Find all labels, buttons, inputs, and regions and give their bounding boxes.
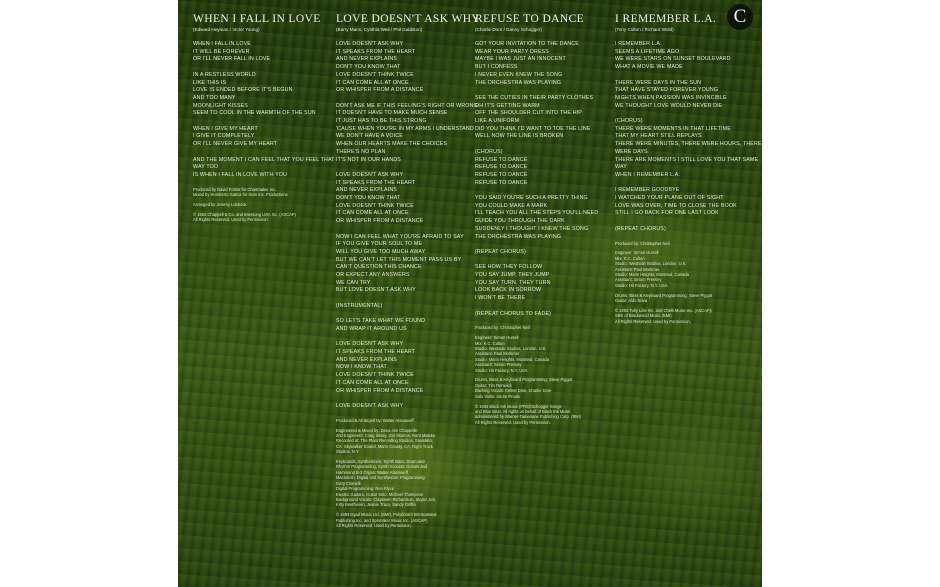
credit-line: © 1993 Black Ink Music (PRS)/Schogger Songs xyxy=(475,403,562,409)
credit-line: Electric Guitars, Guitar Solo: Michael Thompson xyxy=(336,491,424,497)
lyric-line: LIKE A UNIFORM xyxy=(475,118,520,125)
lyric-line: (CHORUS) xyxy=(475,148,503,155)
stanza-gap xyxy=(475,303,608,311)
stanza-gap xyxy=(336,226,469,234)
lyric-line: IT CAN COME ALL AT ONCE xyxy=(336,79,409,86)
lyric-line: LOVE WAS OVER, TIME TO CLOSE THE BOOK xyxy=(615,202,737,209)
lyric-line: WHEN OUR HEARTS MAKE THE CHOICES xyxy=(336,141,448,148)
stanza-gap xyxy=(475,87,608,95)
stanza-gap xyxy=(193,118,333,126)
stanza-gap xyxy=(336,164,469,172)
credit-line: Macintosh, Digital and Synthesizer Programming: xyxy=(336,475,426,481)
lyric-line: IT SPEAKS FROM THE HEART xyxy=(336,179,416,186)
credit-line: Studio: Hit Factory, N.Y. USA xyxy=(615,282,668,288)
lyric-line: LOVE DOESN'T THINK TWICE xyxy=(336,71,414,78)
lyric-line: OH IT'S GETTING WARM xyxy=(475,102,540,109)
song-title: I REMEMBER L.A. xyxy=(615,13,717,25)
credit-line: All Rights Reserved. Used by Permission. xyxy=(336,523,412,529)
lyric-line: YOU SAID YOU'RE SUCH A PRETTY THING xyxy=(475,195,588,202)
lyric-line: WE DON'T HAVE A VOICE xyxy=(336,133,403,140)
stanza-gap xyxy=(336,395,469,403)
credit-line: Kitty Beethoven, Jeanie Tracy, Sandy Griffin xyxy=(336,502,416,508)
credit-line: Mixed by Humberto Gatica for Hum Inc. Productions xyxy=(193,192,288,198)
credit-line: Mix: K.C. Colton xyxy=(615,255,645,261)
stanza-gap xyxy=(193,149,333,157)
lyric-line: IT WILL BE FOREVER xyxy=(193,48,250,55)
lyric-line: IS WHEN I FALL IN LOVE WITH YOU xyxy=(193,171,288,178)
credit-line: Guitar: Tim Renwick xyxy=(475,382,512,388)
credit-line: Recorded at: The Plant Recording Studios, Sausalito, xyxy=(336,438,433,444)
lyrics-block xyxy=(475,41,608,318)
lyric-line: LOOK BACK IN SORROW xyxy=(475,287,542,294)
credit-line: SBK of Blackwood Music (BMI) xyxy=(615,313,672,319)
lyric-line: WELL NOW THE LINE IS BROKEN xyxy=(475,133,564,140)
lyric-line: IN A RESTLESS WORLD xyxy=(193,71,256,78)
stanza-gap xyxy=(475,141,608,149)
credit-line: Engineer: Simon Hurrell xyxy=(615,250,659,256)
lyric-line: REFUSE TO DANCE xyxy=(475,156,528,163)
credit-line: Studio: Hit Factory, N.Y. USA xyxy=(475,367,528,373)
lyric-line: MOONLIGHT KISSES xyxy=(193,102,248,109)
song-title: WHEN I FALL IN LOVE xyxy=(193,13,321,25)
credit-line: Assistant: Simon Pressey xyxy=(475,362,522,368)
stanza-gap xyxy=(615,72,751,80)
lyric-line: OR I'LL NEVER GIVE MY HEART xyxy=(193,141,278,148)
lyric-line: LOVE DOESN'T ASK WHY xyxy=(336,171,404,178)
credit-line: Assistant: Simon Pressey xyxy=(615,277,662,283)
credit-line: Produced by David Foster for Chartmaker Inc. xyxy=(193,186,277,192)
credit-line: © 1952 Chappell & Co. and Intersong USA Inc. (ASCAP) xyxy=(193,211,296,217)
lyric-line: LOVE DOESN'T THINK TWICE xyxy=(336,372,414,379)
lyric-line: GUIDE YOU THROUGH THE DARK xyxy=(475,218,565,225)
lyric-line: AND TOO MANY xyxy=(193,94,236,101)
stanza-gap xyxy=(336,311,469,319)
lyric-line: NOW I CAN FEEL WHAT YOU'RE AFRAID TO SAY xyxy=(336,233,464,240)
song-column xyxy=(475,13,608,425)
lyric-line: THERE WERE MOMENTS IN THAT LIFETIME xyxy=(615,125,731,132)
credit-line: Solo Violin: Andre Proulx xyxy=(475,393,520,399)
credit-line: Studio: Marin Heights, Montreal, Canada xyxy=(615,272,689,278)
credit-line: Studio: Westside Studios, London, U.K. xyxy=(475,345,547,351)
lyric-line: YOU SAY TURN, THEY TURN xyxy=(475,279,551,286)
lyric-line: IT JUST HAS TO BE THIS STRONG xyxy=(336,118,427,125)
lyric-line: THERE WERE DAYS IN THE SUN xyxy=(615,79,702,86)
lyric-line: WHEN I GIVE MY HEART xyxy=(193,125,258,132)
credit-line: and Blue Beat. All rights on behalf of Black Ink Music xyxy=(475,409,571,414)
lyric-line: OR WHISPER FROM A DISTANCE xyxy=(336,87,424,94)
produced-by: Produced by: Christopher Neil xyxy=(615,240,670,246)
credit-line: Studio: Marin Heights, Montreal, Canada xyxy=(475,356,549,362)
lyric-line: YOU SAY JUMP, THEY JUMP xyxy=(475,272,550,279)
lyric-line: THAT HAVE STAYED FOREVER YOUNG xyxy=(615,87,719,94)
lyric-line: IT SPEAKS FROM THE HEART xyxy=(336,349,416,356)
lyric-line: DON'T ASK ME IF THIS FEELING'S RIGHT OR WRONG xyxy=(336,102,478,109)
lyric-line: IT SPEAKS FROM THE HEART xyxy=(336,48,416,55)
credit-line: All Rights Reserved. Used by Permission. xyxy=(615,318,691,324)
lyric-line: OR WHISPER FROM A DISTANCE xyxy=(336,218,424,225)
lyric-line: BUT WE CAN'T LET THIS MOMENT PASS US BY xyxy=(336,256,462,263)
lyric-line: (REPEAT CHORUS TO FADE) xyxy=(475,310,552,317)
lyric-line: STILL I GO BACK FOR ONE LAST LOOK xyxy=(615,210,719,217)
lyric-line: LIKE THIS IS xyxy=(193,79,227,86)
credit-line: All Rights Reserved. Used by Permission. xyxy=(475,419,551,425)
credit-line: Rhythm Programming, Synth Acoustic Guitars and xyxy=(336,464,428,470)
lyric-line: THERE WERE MINUTES, THERE WERE HOURS, THERE xyxy=(615,141,762,148)
stanza-gap xyxy=(615,180,751,188)
lyric-line: THERE'S NO PLAN xyxy=(336,148,386,155)
lyric-line: IT CAN COME ALL AT ONCE xyxy=(336,379,409,386)
credit-line: administered by Warner-Tamerlane Publishing Corp. (BMI) xyxy=(475,414,582,420)
lyric-line: AND NEVER EXPLAINS xyxy=(336,356,397,363)
song-column xyxy=(615,13,762,324)
credit-line: Mix: K.C. Colton xyxy=(475,340,505,346)
lyric-line: (REPEAT CHORUS) xyxy=(615,225,666,232)
side-letter-badge: C xyxy=(727,4,753,30)
lyric-line: WHAT A MOVIE WE MADE xyxy=(615,64,683,71)
credit-line: CA; Skywalker Sound, Marin County, CA; Right Track xyxy=(336,443,433,449)
lyric-line: SEEMS A LIFETIME AGO xyxy=(615,48,680,55)
lyric-line: IF YOU GIVE YOUR SOUL TO ME xyxy=(336,241,423,248)
lyric-line: NIGHTS WHEN PASSION WAS INVINCIBLE xyxy=(615,94,727,101)
lyric-line: SEE HOW THEY FOLLOW xyxy=(475,264,543,271)
lyric-line: WEAR YOUR PARTY DRESS xyxy=(475,48,549,55)
song-writers: (Charlie Dore / Danny Schogger) xyxy=(475,27,542,32)
credit-line: Arranged by Jeremy Lubbock xyxy=(193,201,247,207)
lyric-line: CAN'T QUESTION THIS CHANCE xyxy=(336,264,422,271)
credit-line: Engineer: Simon Hurrell xyxy=(475,335,519,341)
credit-line: Drums, Bass & Keyboard Programming: Steve Piggot xyxy=(615,292,713,298)
lyric-line: (INSTRUMENTAL) xyxy=(336,302,383,309)
credit-line: Engineered & Mixed by: Dana Jon Chappelle xyxy=(336,427,418,433)
lyric-line: WE CAN TRY xyxy=(336,279,371,286)
credit-line: Produced & Arranged by: Walter Afanasieff xyxy=(336,417,414,423)
credit-line: Drums, Bass & Keyboard Programming: Steve Piggot xyxy=(475,377,573,383)
lyrics-block xyxy=(336,41,478,411)
lyric-line: OR EXPECT ANY ANSWERS xyxy=(336,272,410,279)
credits-block xyxy=(475,325,608,425)
lyric-line: THE ORCHESTRA WAS PLAYING xyxy=(475,233,562,240)
song-writers: (Tony Colton / Richard Wold) xyxy=(615,27,674,32)
lyric-line: YOU COULD MAKE A MARK xyxy=(475,202,548,209)
lyric-line: IT'S NOT IN OUR HANDS xyxy=(336,156,401,163)
credit-line: © 1993 Dyad Music Ltd. (BMI), Polydoram International xyxy=(336,512,437,518)
credit-line: Assistant: Paul Mortimer xyxy=(615,266,660,272)
lyric-line: THAT MY HEART STILL REPLAYS xyxy=(615,133,702,140)
credit-line: Background Vocals: Claytoven Richardson, Skyler Jett, xyxy=(336,496,436,502)
stanza-gap xyxy=(615,110,751,118)
lyric-line: LOVE DOESN'T ASK WHY xyxy=(336,41,404,47)
song-column xyxy=(193,13,333,223)
credit-line: All Rights Reserved. Used by Permission. xyxy=(193,217,269,223)
credits-block xyxy=(193,187,333,223)
stanza-gap xyxy=(336,95,469,103)
lyric-line: OFF THE SHOULDER CUT INTO THE HIP xyxy=(475,110,582,117)
credit-line: 2nd Engineers: Craig Silvey, Jon Monroe, Kent Matcke xyxy=(336,432,436,438)
song-title: REFUSE TO DANCE xyxy=(475,13,585,25)
lyric-line: REFUSE TO DANCE xyxy=(475,171,528,178)
lyric-line: SUDDENLY I THOUGHT I KNEW THE SONG xyxy=(475,225,589,232)
lyric-line: I'LL TEACH YOU ALL THE STEPS YOU'LL NEED xyxy=(475,210,599,217)
credit-line: Studio: Westside Studios, London, U.K. xyxy=(615,261,687,267)
credit-line: Guitar: Aldo Nova xyxy=(615,298,648,304)
lyric-line: IT CAN COME ALL AT ONCE xyxy=(336,210,409,217)
lyric-line: WILL YOU GIVE TOO MUCH AWAY xyxy=(336,248,426,255)
song-writers: (Edward Heyman / Victor Young) xyxy=(193,27,260,32)
produced-by: Produced by: Christopher Neil xyxy=(475,325,530,331)
lyric-line: SO LET'S TAKE WHAT WE FOUND xyxy=(336,318,426,325)
lyric-line: WE WERE STARS ON SUNSET BOULEVARD xyxy=(615,56,731,63)
lyric-line: DON'T YOU KNOW THAT xyxy=(336,64,401,71)
stanza-gap xyxy=(193,64,333,72)
lyric-line: DON'T YOU KNOW THAT xyxy=(336,195,401,202)
lyric-line: 'CAUSE WHEN YOU'RE IN MY ARMS I UNDERSTAND xyxy=(336,125,474,132)
lyric-line: AND WRAP IT AROUND US xyxy=(336,325,407,332)
lyric-line: WERE DAYS xyxy=(615,148,648,155)
lyric-line: I GIVE IT COMPLETELY xyxy=(193,133,255,140)
credit-line: Digital Programming: Ren Klyce xyxy=(336,486,395,492)
lyric-line: WE THOUGHT LOVE WOULD NEVER DIE xyxy=(615,102,723,109)
lyric-line: DID YOU THINK I'D WANT TO TOE THE LINE xyxy=(475,125,591,132)
lyric-line: WAY xyxy=(615,164,627,171)
lyric-line: I REMEMBER L.A. xyxy=(615,41,662,47)
lyric-line: I WON'T BE THERE xyxy=(475,295,526,302)
lyric-line: REFUSE TO DANCE xyxy=(475,179,528,186)
credit-line: Assistant: Paul Mortimer xyxy=(475,351,520,357)
song-column xyxy=(336,13,481,529)
lyric-line: MAYBE I WAS JUST AN INNOCENT xyxy=(475,56,566,63)
song-writers: (Barry Mann, Cynthia Weil / Phil Galdston) xyxy=(336,27,423,32)
lyric-line: BUT LOVE DOESN'T ASK WHY xyxy=(336,287,416,294)
credit-line: Hammond B-3 Organ: Walter Afanasieff xyxy=(336,469,408,475)
lyric-line: (REPEAT CHORUS) xyxy=(475,248,526,255)
lyrics-block xyxy=(193,41,333,180)
lyric-line: I WATCHED YOUR PLANE OUT OF SIGHT xyxy=(615,195,724,202)
credit-line: Backing Vocals: Celine Dion, Charlie Dore xyxy=(475,388,552,394)
lyric-line: OR I'LL NEVER FALL IN LOVE xyxy=(193,56,271,63)
credit-line: © 1993 Tully Line Inc. and Chelli Music Inc. (ASCAP)/ xyxy=(615,308,713,314)
lyric-line: WHEN I REMEMBER L.A. xyxy=(615,171,681,178)
lyric-line: WAY TOO xyxy=(193,164,219,171)
lyric-line: GOT YOUR INVITATION TO THE DANCE xyxy=(475,41,579,47)
lyric-line: AND NEVER EXPLAINS xyxy=(336,56,397,63)
credit-line: Gary Cirimelli xyxy=(336,480,361,486)
credit-line: Keyboards, Synthesizers, Synth Bass, Drum and xyxy=(336,459,425,465)
credit-line: Studios, N.Y. xyxy=(336,449,360,455)
lyric-line: AND NEVER EXPLAINS xyxy=(336,187,397,194)
lyric-line: NOW I KNOW THAT xyxy=(336,364,387,371)
lyric-line: LOVE IS ENDED BEFORE IT'S BEGUN xyxy=(193,87,293,94)
stanza-gap xyxy=(336,334,469,342)
credits-block xyxy=(615,241,751,325)
lyric-line: WHEN I FALL IN LOVE xyxy=(193,41,251,47)
lyric-line: SEEM TO COOL IN THE WARMTH OF THE SUN xyxy=(193,110,316,117)
lyric-line: IT DOESN'T HAVE TO MAKE MUCH SENSE xyxy=(336,110,448,117)
lyric-line: LOVE DOESN'T ASK WHY xyxy=(336,402,404,409)
stanza-gap xyxy=(336,295,469,303)
lyric-line: REFUSE TO DANCE xyxy=(475,164,528,171)
liner-notes-page xyxy=(178,0,762,587)
lyric-line: BUT I CONFESS xyxy=(475,64,518,71)
stanza-gap xyxy=(475,241,608,249)
credit-line: Publishing Inc. and Spinnaker Music Inc. (ASCAP) xyxy=(336,517,428,523)
lyric-line: THE ORCHESTRA WAS PLAYING xyxy=(475,79,562,86)
song-title: LOVE DOESN'T ASK WHY xyxy=(336,13,481,25)
lyrics-block xyxy=(615,41,762,234)
lyric-line: OR WHISPER FROM A DISTANCE xyxy=(336,387,424,394)
stanza-gap xyxy=(475,187,608,195)
lyric-line: LOVE DOESN'T ASK WHY xyxy=(336,341,404,348)
credits-block xyxy=(336,418,469,529)
lyric-line: SEE THE CUTIES IN THEIR PARTY CLOTHES xyxy=(475,94,594,101)
lyric-line: (CHORUS) xyxy=(615,118,643,124)
stanza-gap xyxy=(475,257,608,265)
lyric-line: LOVE DOESN'T THINK TWICE xyxy=(336,202,414,209)
lyric-line: I NEVER EVEN KNEW THE SONG xyxy=(475,71,563,78)
lyric-line: THERE ARE MOMENTS I STILL LOVE YOU THAT SAME xyxy=(615,156,759,163)
lyric-line: AND THE MOMENT I CAN FEEL THAT YOU FEEL THAT xyxy=(193,156,335,163)
stanza-gap xyxy=(615,218,751,226)
lyric-line: I REMEMBER GOODBYE xyxy=(615,187,680,194)
